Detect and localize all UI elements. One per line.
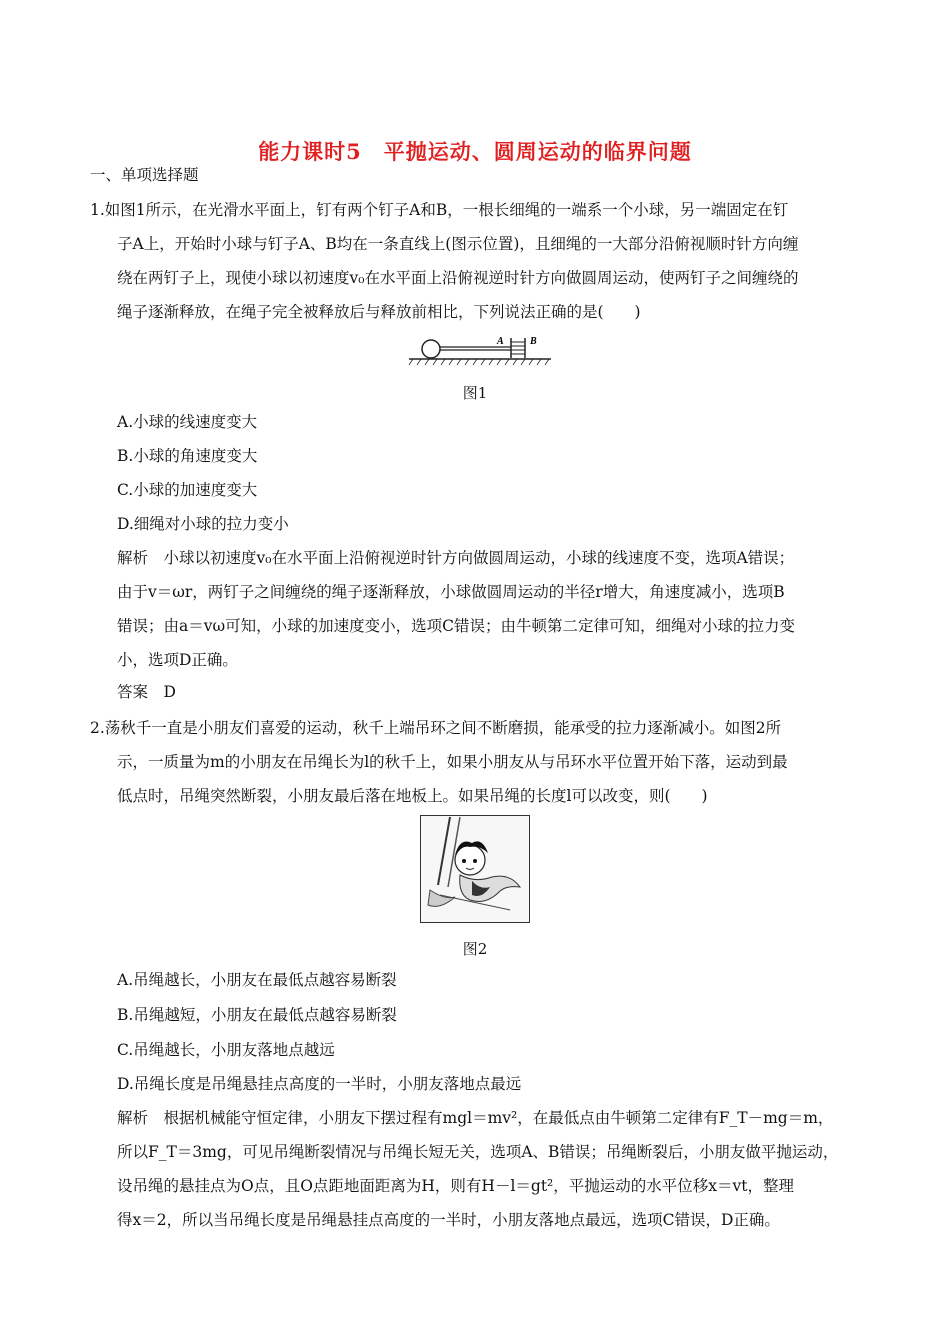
figure-1-caption: 图1 (462, 384, 488, 402)
q2-option-c: C.吊绳越长，小朋友落地点越远 (117, 1041, 335, 1059)
q1-option-d: D.细绳对小球的拉力变小 (117, 515, 289, 533)
q1-line-4: 绳子逐渐释放，在绳子完全被释放后与释放前相比，下列说法正确的是( ) (117, 303, 641, 321)
q1-analysis-4: 小，选项D正确。 (117, 651, 238, 669)
page-title: 能力课时5 平抛运动、圆周运动的临界问题 (258, 139, 692, 164)
q2-analysis-1: 解析 根据机械能守恒定律，小朋友下摆过程有mgl＝mv²，在最低点由牛顿第二定律有F_T－mg＝m， (117, 1109, 834, 1127)
q1-line-2: 子A上，开始时小球与钉子A、B均在一条直线上(图示位置)，且细绳的一大部分沿俯视顺时针方向缠 (117, 235, 799, 253)
section-heading: 一、单项选择题 (90, 166, 199, 184)
label-b: B (530, 336, 537, 347)
q2-option-b: B.吊绳越短，小朋友在最低点越容易断裂 (117, 1006, 397, 1024)
figure-1-diagram (405, 330, 555, 370)
q2-analysis-3: 设吊绳的悬挂点为O点，且O点距地面距离为H，则有H－l＝gt²，平抛运动的水平位移x＝vt，整理 (117, 1177, 795, 1195)
q2-option-d: D.吊绳长度是吊绳悬挂点高度的一半时，小朋友落地点最远 (117, 1075, 522, 1093)
q2-line-2: 示，一质量为m的小朋友在吊绳长为l的秋千上，如果小朋友从与吊环水平位置开始下落，运动到最 (117, 753, 788, 771)
q1-analysis-2: 由于v＝ωr，两钉子之间缠绕的绳子逐渐释放，小球做圆周运动的半径r增大，角速度减小，选项B (117, 583, 785, 601)
q2-line-1: 2.荡秋千一直是小朋友们喜爱的运动，秋千上端吊环之间不断磨损，能承受的拉力逐渐减小。如图2所 (90, 719, 782, 737)
ball-icon (422, 340, 440, 358)
figure-2-caption: 图2 (462, 940, 488, 958)
label-a: A (497, 336, 504, 347)
q1-line-3: 绕在两钉子上，现使小球以初速度v₀在水平面上沿俯视逆时针方向做圆周运动，使两钉子之间缠绕的 (117, 269, 799, 287)
q1-option-c: C.小球的加速度变大 (117, 481, 258, 499)
q1-line-1: 1.如图1所示，在光滑水平面上，钉有两个钉子A和B，一根长细绳的一端系一个小球，另一端固定在钉 (90, 201, 789, 219)
figure-2-swing-photo (420, 815, 530, 923)
q1-analysis-1: 解析 小球以初速度v₀在水平面上沿俯视逆时针方向做圆周运动，小球的线速度不变，选项A错误； (117, 549, 795, 567)
q1-analysis-3: 错误；由a＝vω可知，小球的加速度变小，选项C错误；由牛顿第二定律可知，细绳对小球的拉力变 (117, 617, 795, 635)
q1-option-b: B.小球的角速度变大 (117, 447, 258, 465)
q2-line-3: 低点时，吊绳突然断裂，小朋友最后落在地板上。如果吊绳的长度l可以改变，则( ) (117, 787, 708, 805)
q2-analysis-4: 得x＝2，所以当吊绳长度是吊绳悬挂点高度的一半时，小朋友落地点最远，选项C错误，D正确。 (117, 1211, 780, 1229)
q1-option-a: A.小球的线速度变大 (117, 413, 258, 431)
q2-option-a: A.吊绳越长，小朋友在最低点越容易断裂 (117, 971, 397, 989)
q2-analysis-2: 所以F_T＝3mg，可见吊绳断裂情况与吊绳长短无关，选项A、B错误；吊绳断裂后，小朋友做平抛运动， (117, 1143, 839, 1161)
q1-answer: 答案 D (117, 683, 176, 701)
